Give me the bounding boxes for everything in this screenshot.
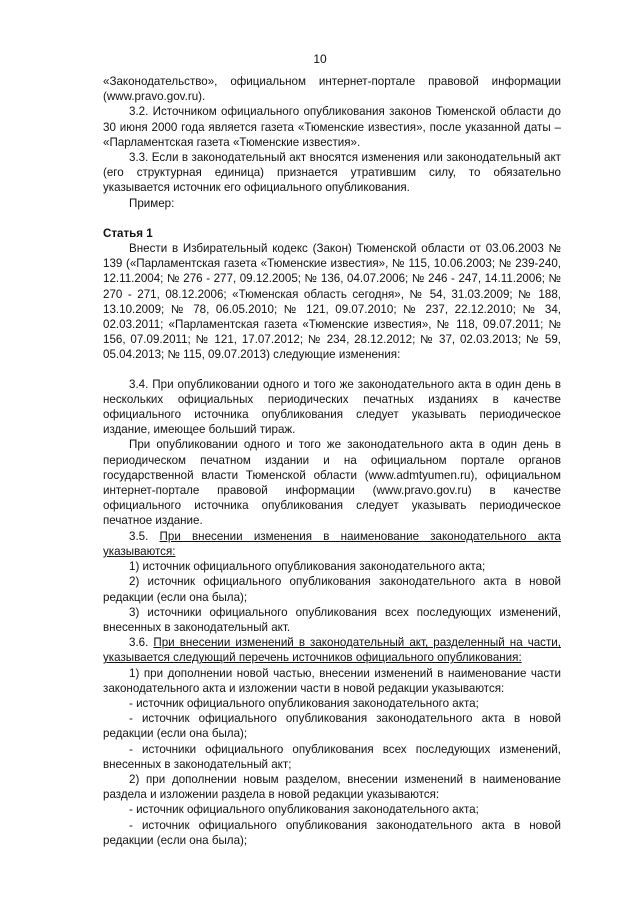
- list-item: 2) источник официального опубликования законодательного акта в новой редакции (если она была);: [103, 575, 561, 604]
- list-subitem: - источник официального опубликования законодательного акта;: [129, 696, 479, 710]
- list-subitem: - источник официального опубликования законодательного акта в новой редакции (если она была);: [103, 818, 561, 847]
- document-page: [103, 52, 561, 848]
- spacer: [103, 211, 561, 226]
- paragraph-3-4: 3.4. При опубликовании одного и того же законодательного акта в один день в нескольких официальных периодических печатных изданиях в качестве официального источника опубликования следует указывать периодическое издание, имеющее больший тираж.: [103, 377, 561, 437]
- paragraph-3-5-underlined: При внесении изменения в наименование законодательного акта указываются:: [103, 529, 561, 558]
- list-item: 1) источник официального опубликования законодательного акта;: [129, 560, 486, 574]
- paragraph-3-6: [103, 635, 561, 665]
- example-article-text: Внести в Избирательный кодекс (Закон) Тюменской области от 03.06.2003 № 139 («Парламентская газета «Тюменские известия», № 115, 10.06.2003; № 239-240, 12.11.2004; № 276 - 277, 09.12.2005; № 136, 04.07.2006; № 246 - 247, 14.11.2006; № 270 - 271, 08.12.2006; «Тюменская область сегодня», № 54, 31.03.2009; № 188, 13.10.2009; № 78, 06.05.2010; № 121, 09.07.2010; № 237, 22.12.2010; № 34, 02.03.2011; «Парламентская газета «Тюменские известия», № 118, 09.07.2011; № 156, 07.09.2011; № 121, 17.07.2012; № 234, 28.12.2012; № 37, 02.03.2013; № 59, 05.04.2013; № 115, 09.07.2013) следующие изменения:: [103, 242, 561, 362]
- paragraph-3-4-second: При опубликовании одного и того же законодательного акта в один день в периодическом печатном издании и на официальном портале органов государственной власти Тюменской области (www.admtyumen.ru), официальном интернет-портале правовой информации (www.pravo.gov.ru) в качестве официального источника опубликования следует указывать периодическое печатное издание.: [103, 438, 561, 528]
- paragraph-3-2: 3.2. Источником официального опубликования законов Тюменской области до 30 июня 2000 года является газета «Тюменские известия», после указанной даты – «Парламентская газета «Тюменские известия».: [103, 105, 561, 149]
- list-item: 2) при дополнении новым разделом, внесении изменений в наименование раздела и изложении раздела в новой редакции указываются:: [103, 772, 561, 802]
- paragraph-3-6-underlined: При внесении изменений в законодательный акт, разделенный на части, указывается следующий перечень источников официального опубликования:: [103, 636, 561, 665]
- list-subitem: - источник официального опубликования законодательного акта;: [129, 803, 479, 817]
- paragraph-source-continuation: «Законодательство», официальном интернет-портале правовой информации (www.pravo.gov.ru).: [103, 75, 561, 104]
- paragraph-3-5: [103, 529, 561, 559]
- paragraph-3-5-number: 3.5.: [129, 529, 160, 543]
- example-label: Пример:: [129, 196, 175, 210]
- page-number: 10: [313, 52, 327, 66]
- list-subitem: - источники официального опубликования всех последующих изменений, внесенных в законодательный акт;: [103, 742, 561, 771]
- paragraph-3-6-number: 3.6.: [129, 636, 154, 650]
- list-item: 3) источники официального опубликования всех последующих изменений, внесенных в законодательный акт.: [103, 605, 561, 634]
- list-subitem: - источник официального опубликования законодательного акта в новой редакции (если она была);: [103, 712, 561, 741]
- spacer: [103, 363, 561, 377]
- list-item: 1) при дополнении новой частью, внесении изменений в наименование части законодательного акта и изложении части в новой редакции указываются:: [103, 666, 561, 695]
- article-heading: Статья 1: [103, 226, 153, 240]
- paragraph-3-3: 3.3. Если в законодательный акт вносятся изменения или законодательный акт (его структурная единица) признается утратившим силу, то обязательно указывается источник его официального опубликования.: [103, 151, 561, 195]
